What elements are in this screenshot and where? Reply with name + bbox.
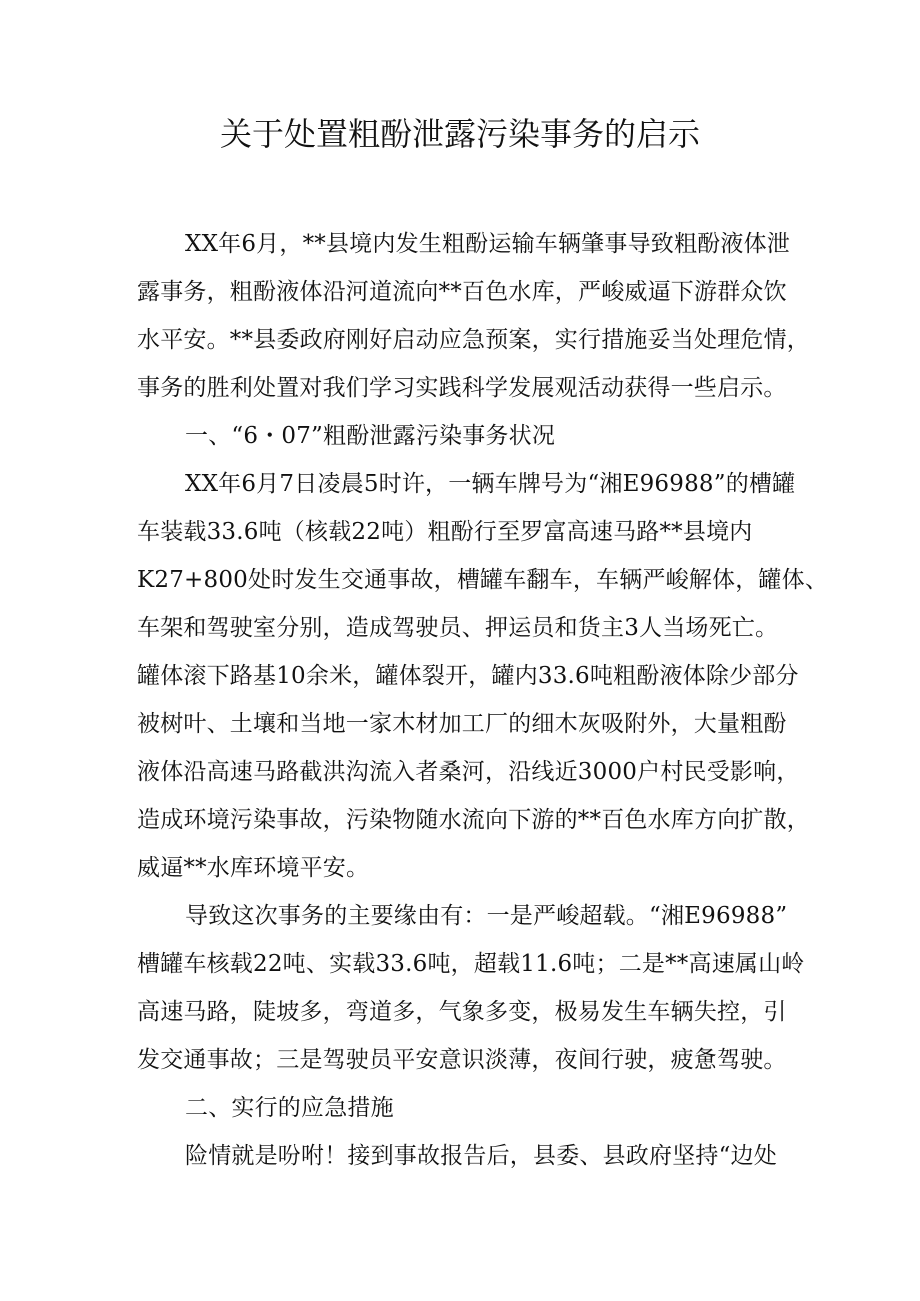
paragraph-line: 险情就是吩咐！接到事故报告后，县委、县政府坚持“边处 [185, 1143, 777, 1169]
paragraph-line: 造成环境污染事故，污染物随水流向下游的**百色水库方向扩散， [137, 807, 810, 833]
paragraph-line: 罐体滚下路基10余米，罐体裂开，罐内33.6吨粗酚液体除少部分 [137, 663, 799, 689]
paragraph-line: XX年6月，**县境内发生粗酚运输车辆肇事导致粗酚液体泄 [185, 231, 790, 257]
paragraph-line: 被树叶、土壤和当地一家木材加工厂的细木灰吸附外，大量粗酚 [137, 711, 787, 737]
paragraph-line: 水平安。**县委政府刚好启动应急预案，实行措施妥当处理危情， [137, 327, 810, 353]
paragraph-line: 事务的胜利处置对我们学习实践科学发展观活动获得一些启示。 [137, 375, 787, 401]
paragraph-line: 液体沿高速马路截洪沟流入者桑河，沿线近3000户村民受影响， [137, 759, 800, 785]
paragraph-line: 导致这次事务的主要缘由有：一是严峻超载。“湘E96988” [185, 903, 788, 929]
paragraph-line: 发交通事故；三是驾驶员平安意识淡薄，夜间行驶，疲惫驾驶。 [137, 1047, 787, 1073]
paragraph-line: 高速马路，陡坡多，弯道多，气象多变，极易发生车辆失控，引 [137, 999, 787, 1025]
paragraph-line: 槽罐车核载22吨、实载33.6吨，超载11.6吨；二是**高速属山岭 [137, 951, 805, 977]
paragraph-line: XX年6月7日凌晨5时许，一辆车牌号为“湘E96988”的槽罐 [185, 471, 796, 497]
section-heading: 二、实行的应急措施 [185, 1095, 394, 1121]
paragraph-line: 车架和驾驶室分别，造成驾驶员、押运员和货主3人当场死亡。 [137, 615, 779, 641]
paragraph-line: 露事务，粗酚液体沿河道流向**百色水库，严峻威逼下游群众饮 [137, 279, 787, 305]
paragraph-line: 威逼**水库环境平安。 [137, 855, 370, 881]
section-heading: 一、“6・07”粗酚泄露污染事务状况 [185, 423, 556, 449]
document-title: 关于处置粗酚泄露污染事务的启示 [219, 115, 700, 153]
paragraph-line: 车装载33.6吨（核载22吨）粗酚行至罗富高速马路**县境内 [137, 519, 753, 545]
paragraph-line: K27+800处时发生交通事故，槽罐车翻车，车辆严峻解体，罐体、 [137, 567, 829, 593]
